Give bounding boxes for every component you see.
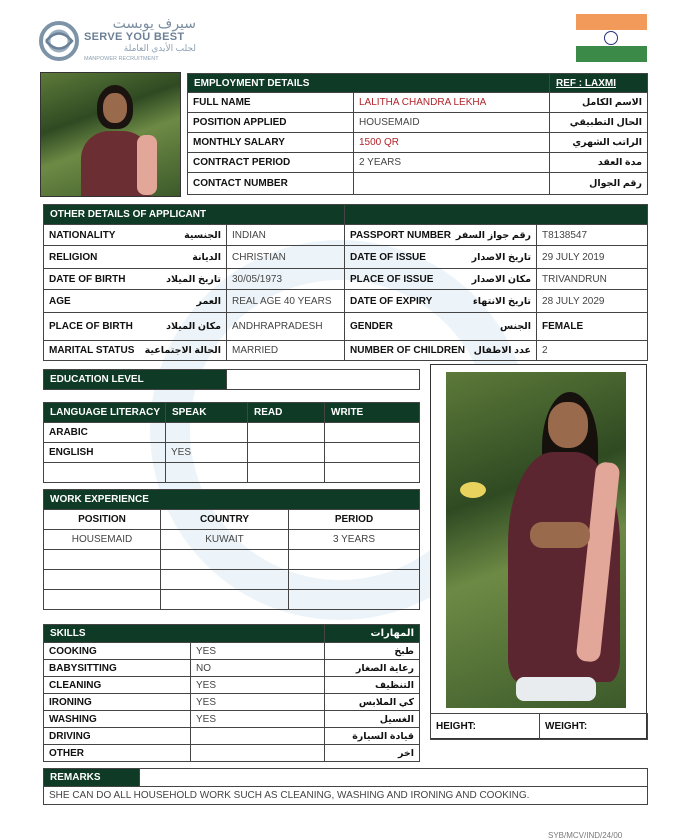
other-value-1: CHRISTIAN xyxy=(227,246,345,269)
other-label-cell xyxy=(44,313,227,341)
other-label-ar-1: الديانة xyxy=(192,251,221,263)
other-label2-3: DATE OF EXPIRY xyxy=(350,295,433,307)
skill-value: YES xyxy=(191,694,325,711)
skill-name-ar: الغسيل xyxy=(325,711,420,728)
position-applied-label: POSITION APPLIED xyxy=(188,113,354,133)
reference-label: REF : LAXMI xyxy=(550,74,648,93)
skill-value xyxy=(191,745,325,762)
other-label2-cell xyxy=(345,269,537,290)
other-label2-ar-1: تاريخ الاصدار xyxy=(471,251,532,263)
other-value2-3: 28 JULY 2029 xyxy=(537,290,648,313)
other-label-5: MARITAL STATUS xyxy=(49,345,135,356)
work-experience-table xyxy=(43,489,420,610)
education-table xyxy=(43,369,420,390)
work-period xyxy=(289,550,420,570)
contract-period-label-ar: مدة العقد xyxy=(550,153,648,173)
other-label-cell xyxy=(44,290,227,313)
skill-name-ar: اخر xyxy=(325,745,420,762)
skill-name-ar: كي الملابس xyxy=(325,694,420,711)
position-applied-label-ar: الحال التطبيقي xyxy=(550,113,648,133)
remarks-header: REMARKS xyxy=(44,769,140,787)
other-label-ar-2: تاريخ الميلاد xyxy=(166,273,221,285)
other-label2-ar-4: الجنس xyxy=(500,321,532,332)
skill-value: YES xyxy=(191,677,325,694)
skill-name: IRONING xyxy=(44,694,191,711)
contact-number-value xyxy=(354,173,550,195)
other-label2-ar-2: مكان الاصدار xyxy=(471,273,532,285)
employment-details-table xyxy=(187,73,648,195)
contact-number-label: CONTACT NUMBER xyxy=(188,173,354,195)
language-write xyxy=(325,463,420,483)
country-column-header: COUNTRY xyxy=(161,510,289,530)
other-label-ar-4: مكان الميلاد xyxy=(166,321,221,332)
other-label-4: PLACE OF BIRTH xyxy=(49,321,133,332)
other-value2-4: FEMALE xyxy=(537,313,648,341)
language-name: ARABIC xyxy=(44,423,166,443)
brand-name-ar: سيرف يوبست xyxy=(112,15,196,31)
work-position xyxy=(44,550,161,570)
work-position xyxy=(44,590,161,610)
other-label2-ar-5: عدد الاطفال xyxy=(473,345,532,356)
work-country xyxy=(161,570,289,590)
applicant-photo-full xyxy=(446,372,626,708)
skill-name: DRIVING xyxy=(44,728,191,745)
skill-value: YES xyxy=(191,711,325,728)
write-header: WRITE xyxy=(325,403,420,423)
education-level-label: EDUCATION LEVEL xyxy=(44,370,227,390)
other-label-ar-0: الجنسية xyxy=(184,229,221,241)
work-country xyxy=(161,550,289,570)
work-period xyxy=(289,570,420,590)
skill-name-ar: رعاية الصغار xyxy=(325,660,420,677)
other-value-5: MARRIED xyxy=(227,341,345,361)
monthly-salary-value: 1500 QR xyxy=(354,133,550,153)
measurements-table xyxy=(430,713,648,740)
work-position: HOUSEMAID xyxy=(44,530,161,550)
language-table xyxy=(43,402,420,483)
contact-number-label-ar: رقم الجوال xyxy=(550,173,648,195)
full-name-label: FULL NAME xyxy=(188,93,354,113)
other-label2-cell xyxy=(345,313,537,341)
skill-name-ar: قيادة السيارة xyxy=(325,728,420,745)
other-label-3: AGE xyxy=(49,295,71,307)
other-label2-5: NUMBER OF CHILDREN xyxy=(350,345,466,356)
other-value2-0: T8138547 xyxy=(537,225,648,246)
other-label2-4: GENDER xyxy=(350,321,393,332)
language-write xyxy=(325,443,420,463)
other-label2-cell xyxy=(345,290,537,313)
other-label2-ar-3: تاريخ الانتهاء xyxy=(472,295,532,307)
other-label2-cell xyxy=(345,246,537,269)
brand-tag-en: MANPOWER RECRUITMENT xyxy=(84,56,159,62)
other-value2-5: 2 xyxy=(537,341,648,361)
other-label2-ar-0: رقم جواز السفر xyxy=(455,229,532,241)
brand-name-en: SERVE YOU BEST xyxy=(84,31,185,43)
position-column-header: POSITION xyxy=(44,510,161,530)
skill-name: COOKING xyxy=(44,643,191,660)
skills-header: SKILLS xyxy=(44,625,325,643)
other-label-cell xyxy=(44,269,227,290)
education-level-value xyxy=(227,370,420,390)
skill-value: YES xyxy=(191,643,325,660)
other-label-2: DATE OF BIRTH xyxy=(49,273,126,285)
other-value-3: REAL AGE 40 YEARS xyxy=(227,290,345,313)
work-period xyxy=(289,590,420,610)
language-read xyxy=(248,443,325,463)
skill-name: BABYSITTING xyxy=(44,660,191,677)
document-code: SYB/MCV/IND/24/00 xyxy=(548,831,623,840)
language-read xyxy=(248,463,325,483)
speak-header: SPEAK xyxy=(166,403,248,423)
monthly-salary-label-ar: الراتب الشهري xyxy=(550,133,648,153)
skill-name: OTHER xyxy=(44,745,191,762)
work-position xyxy=(44,570,161,590)
language-name xyxy=(44,463,166,483)
other-details-header: OTHER DETAILS OF APPLICANT xyxy=(44,205,345,225)
language-read xyxy=(248,423,325,443)
other-label2-cell xyxy=(345,225,537,246)
remarks-text: SHE CAN DO ALL HOUSEHOLD WORK SUCH AS CLEANING, WASHING AND IRONING AND COOKING. xyxy=(44,787,648,805)
other-label-0: NATIONALITY xyxy=(49,229,116,241)
skill-value: NO xyxy=(191,660,325,677)
other-label2-1: DATE OF ISSUE xyxy=(350,251,426,263)
work-experience-header: WORK EXPERIENCE xyxy=(44,490,420,510)
height-label: HEIGHT: xyxy=(431,714,540,740)
full-name-value: LALITHA CHANDRA LEKHA xyxy=(354,93,550,113)
language-write xyxy=(325,423,420,443)
read-header: READ xyxy=(248,403,325,423)
other-label-cell xyxy=(44,341,227,361)
work-country: KUWAIT xyxy=(161,530,289,550)
skills-header-ar: المهارات xyxy=(325,625,420,643)
other-label-ar-5: الحالة الاجتماعية xyxy=(144,345,221,356)
monthly-salary-label: MONTHLY SALARY xyxy=(188,133,354,153)
other-value2-1: 29 JULY 2019 xyxy=(537,246,648,269)
other-details-table xyxy=(43,204,648,361)
language-speak xyxy=(166,463,248,483)
language-speak xyxy=(166,423,248,443)
other-label-1: RELIGION xyxy=(49,251,98,263)
skill-name: CLEANING xyxy=(44,677,191,694)
skill-value xyxy=(191,728,325,745)
india-flag-icon xyxy=(576,14,647,62)
full-name-label-ar: الاسم الكامل xyxy=(550,93,648,113)
contract-period-label: CONTRACT PERIOD xyxy=(188,153,354,173)
other-value-2: 30/05/1973 xyxy=(227,269,345,290)
other-label2-2: PLACE OF ISSUE xyxy=(350,273,434,285)
other-label-ar-3: العمر xyxy=(196,295,221,307)
language-literacy-header: LANGUAGE LITERACY xyxy=(44,403,166,423)
other-label2-0: PASSPORT NUMBER xyxy=(350,229,451,241)
applicant-photo-small xyxy=(40,72,181,197)
logo-emblem-icon xyxy=(38,18,80,64)
skill-name-ar: التنظيف xyxy=(325,677,420,694)
language-name: ENGLISH xyxy=(44,443,166,463)
company-logo xyxy=(38,16,198,66)
skill-name-ar: طبخ xyxy=(325,643,420,660)
position-applied-value: HOUSEMAID xyxy=(354,113,550,133)
other-details-header-fill xyxy=(345,205,648,225)
work-country xyxy=(161,590,289,610)
skills-table xyxy=(43,624,420,762)
remarks-header-fill xyxy=(140,769,648,787)
employment-details-header: EMPLOYMENT DETAILS xyxy=(188,74,550,93)
other-value-0: INDIAN xyxy=(227,225,345,246)
contract-period-value: 2 YEARS xyxy=(354,153,550,173)
other-label2-cell xyxy=(345,341,537,361)
other-value-4: ANDHRAPRADESH xyxy=(227,313,345,341)
skill-name: WASHING xyxy=(44,711,191,728)
remarks-table xyxy=(43,768,648,805)
other-label-cell xyxy=(44,225,227,246)
language-speak: YES xyxy=(166,443,248,463)
work-period: 3 YEARS xyxy=(289,530,420,550)
period-column-header: PERIOD xyxy=(289,510,420,530)
weight-label: WEIGHT: xyxy=(540,714,648,740)
other-label-cell xyxy=(44,246,227,269)
other-value2-2: TRIVANDRUN xyxy=(537,269,648,290)
brand-tag-ar: لجلب الأيدي العاملة xyxy=(123,43,196,53)
